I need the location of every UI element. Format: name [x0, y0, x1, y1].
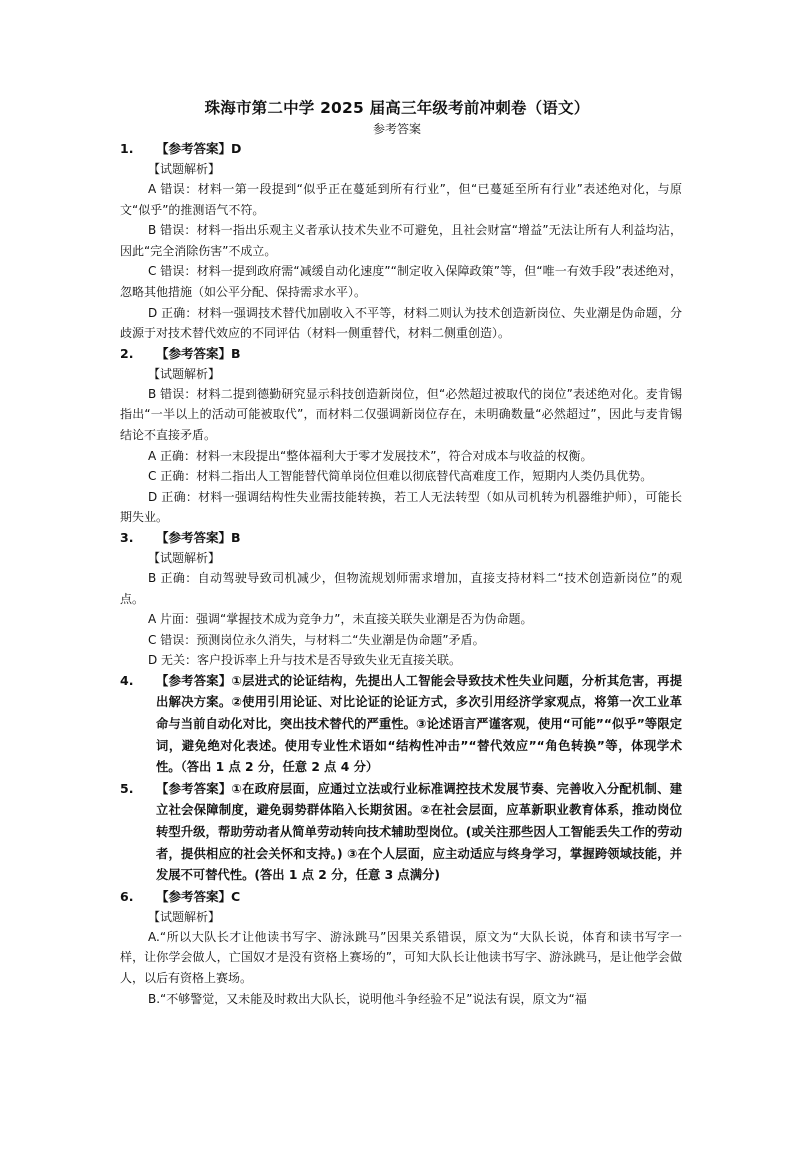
- analysis-paragraph: B.“不够警觉，又未能及时救出大队长，说明他斗争经验不足”说法有误，原文为“福: [148, 991, 587, 1006]
- question-1: [120, 139, 682, 344]
- document-subtitle: 参考答案: [372, 122, 421, 136]
- analysis-label: 【试题解析】: [148, 162, 221, 176]
- analysis-paragraph: D 无关：客户投诉率上升与技术是否导致失业无直接关联。: [148, 653, 462, 668]
- question-number: 4.: [120, 672, 134, 688]
- answer-label: 【参考答案】C: [156, 888, 241, 904]
- analysis-paragraph: C 正确：材料二指出人工智能替代简单岗位但难以彻底替代高难度工作，短期内人类仍具优势。: [148, 469, 653, 484]
- question-number: 5.: [120, 780, 134, 796]
- analysis-label: 【试题解析】: [148, 366, 221, 381]
- analysis-paragraph: D 正确：材料一强调技术替代加剧收入不平等，材料二则认为技术创造新岗位、失业潮是伪命题，分歧源于对技术替代效应的不同评估（材料一侧重替代，材料二侧重创造）。: [120, 305, 682, 341]
- answer-label: 【参考答案】B: [156, 345, 241, 361]
- analysis-label: 【试题解析】: [148, 909, 221, 924]
- question-number: 1.: [120, 141, 134, 156]
- analysis-paragraph: C 错误：预测岗位永久消失，与材料二“失业潮是伪命题”矛盾。: [148, 632, 485, 647]
- analysis-paragraph: B 正确：自动驾驶导致司机减少，但物流规划师需求增加，直接支持材料二“技术创造新岗位”的观点。: [120, 570, 682, 606]
- analysis-paragraph: A.“所以大队长才让他读书写字、游泳跳马”因果关系错误，原文为“大队长说，体育和读书写字一样，让你学会做人，亡国奴才是没有资格上赛场的”，可知大队长让他读书写字、游泳跳马，是让他学会做人，以后有资格上赛场。: [120, 929, 682, 985]
- question-6: [120, 887, 682, 1009]
- analysis-paragraph: A 片面：强调“掌握技术成为竞争力”，未直接关联失业潮是否为伪命题。: [148, 612, 533, 627]
- question-4: [120, 671, 682, 779]
- answer-content: [120, 139, 682, 1009]
- question-number: 3.: [120, 529, 134, 545]
- question-3: [120, 528, 682, 671]
- analysis-paragraph: B 错误：材料二提到德勤研究显示科技创造新岗位，但“必然超过被取代的岗位”表述绝对化。麦肯锡指出“一半以上的活动可能被取代”，而材料二仅强调新岗位存在，未明确数量“必然超过”，因此与麦肯锡结论不直接矛盾。: [120, 386, 682, 442]
- analysis-paragraph: A 错误：材料一第一段提到“似乎正在蔓延到所有行业”，但“已蔓延至所有行业”表述绝对化，与原文“似乎”的推测语气不符。: [120, 182, 682, 217]
- answer-label: 【参考答案】D: [156, 141, 242, 156]
- question-number: 2.: [120, 345, 134, 361]
- answer-text: 【参考答案】①层进式的论证结构，先提出人工智能会导致技术性失业问题，分析其危害，再提出解决方案。②使用引用论证、对比论证的论证方式，多次引用经济学家观点，将第一次工业革命与当前自动化对比，突出技术替代的严重性。③论述语言严谨客观，使用“可能”“似乎”等限定词，避免绝对化表述。使用专业性术语如“结构性冲击”“替代效应”“角色转换”等，体现学术性。（答出 1 点 2 分，任意 2 点 4 分）: [156, 673, 682, 775]
- analysis-label: 【试题解析】: [148, 550, 221, 565]
- question-number: 6.: [120, 888, 134, 904]
- question-5: [120, 779, 682, 887]
- analysis-paragraph: C 错误：材料一提到政府需“减缓自动化速度”“制定收入保障政策”等，但“唯一有效手段”表述绝对，忽略其他措施（如公平分配、保持需求水平）。: [120, 264, 682, 299]
- analysis-paragraph: D 正确：材料一强调结构性失业需技能转换，若工人无法转型（如从司机转为机器维护师），可能长期失业。: [120, 489, 682, 525]
- analysis-paragraph: B 错误：材料一指出乐观主义者承认技术失业不可避免，且社会财富“增益”无法让所有人利益均沾，因此“完全消除伤害”不成立。: [120, 223, 682, 258]
- answer-label: 【参考答案】B: [156, 529, 241, 545]
- analysis-paragraph: A 正确：材料一末段提出“整体福利大于零才发展技术”，符合对成本与收益的权衡。: [148, 448, 593, 463]
- answer-text: 【参考答案】①在政府层面，应通过立法或行业标准调控技术发展节奏、完善收入分配机制、建立社会保障制度，避免弱势群体陷入长期贫困。②在社会层面，应革新职业教育体系，推动岗位转型升级，帮助劳动者从简单劳动转向技术辅助型岗位。(或关注那些因人工智能丢失工作的劳动者，提供相应的社会关怀和支持。) ③在个人层面，应主动适应与终身学习，掌握跨领域技能，并发展不可替代性。(答出 1 点 2 分，任意 3 点满分): [156, 781, 682, 883]
- document-title: 珠海市第二中学 2025 届高三年级考前冲刺卷（语文）: [204, 99, 590, 117]
- question-2: [120, 344, 682, 528]
